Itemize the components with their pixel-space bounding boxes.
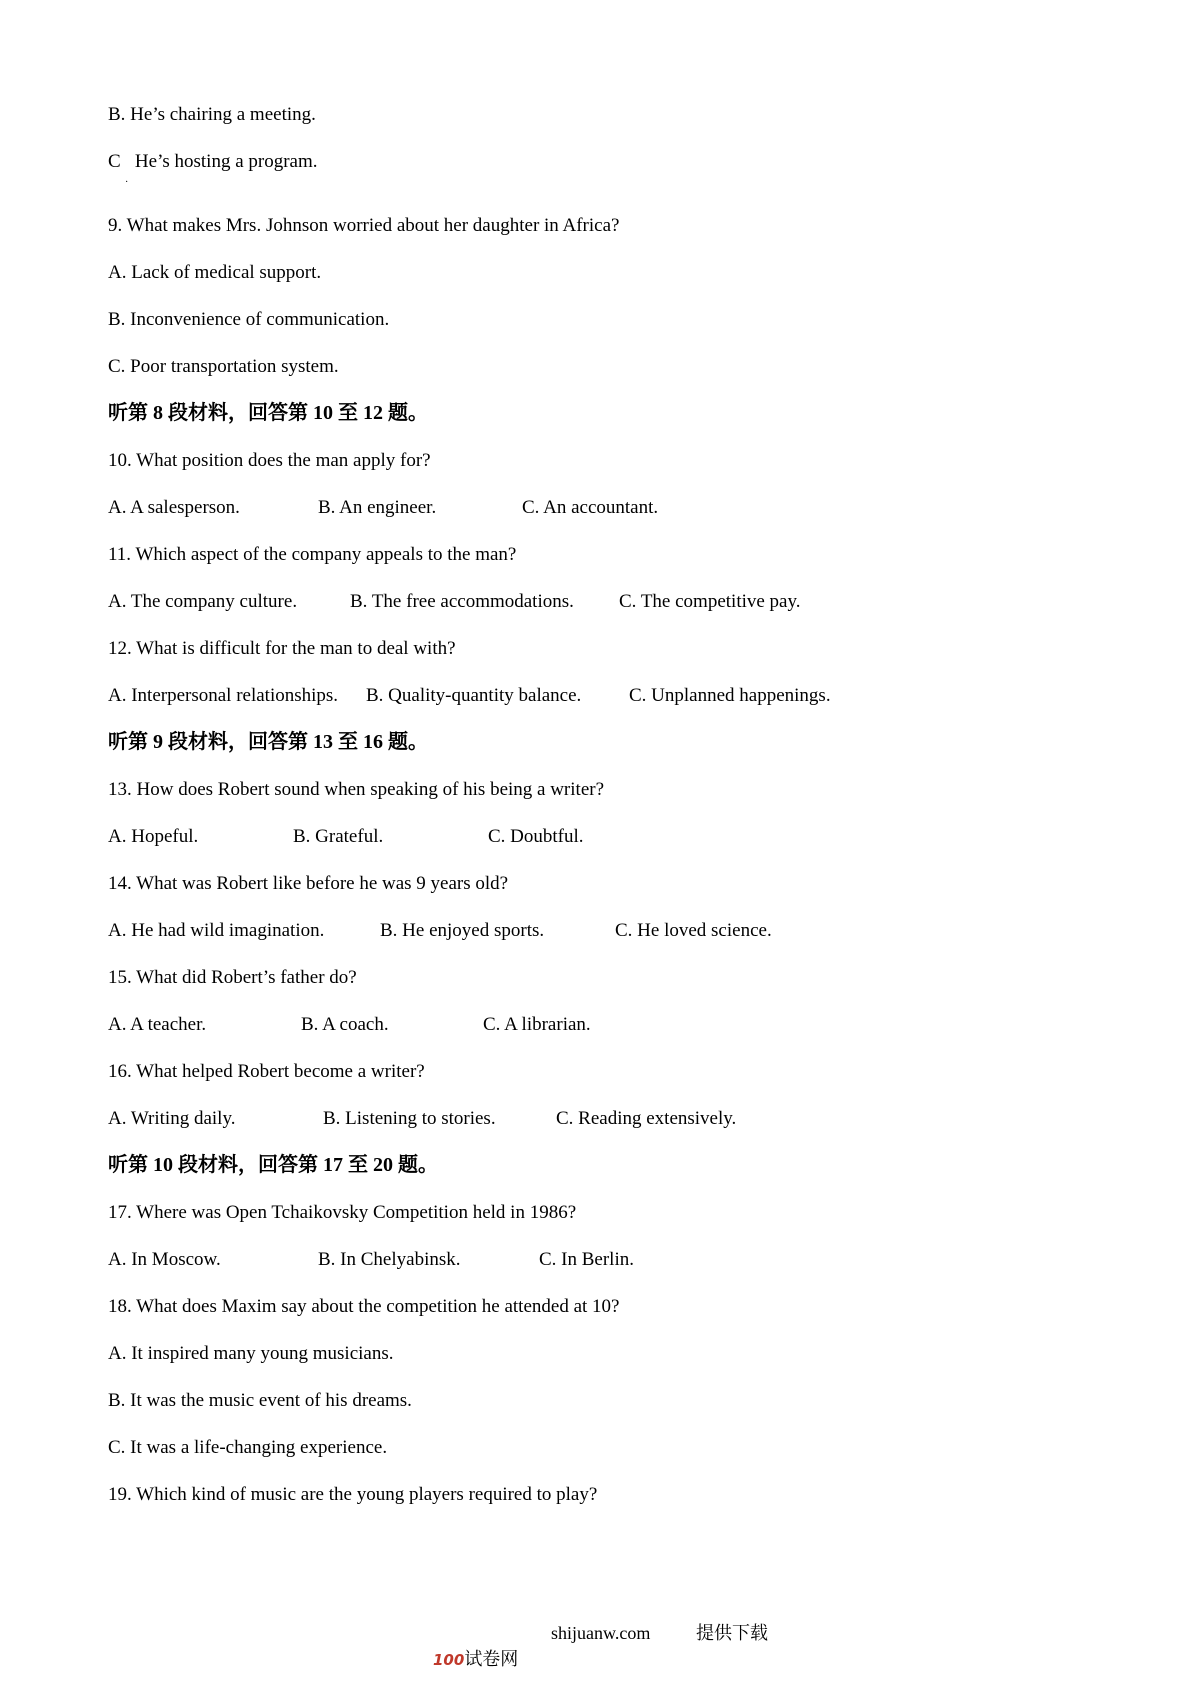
q8-option-c: C He’s hosting a program.	[108, 151, 318, 172]
q12-option-c: C. Unplanned happenings.	[629, 685, 831, 706]
q15-option-b: B. A coach.	[301, 1014, 389, 1035]
q15-question: 15. What did Robert’s father do?	[108, 967, 357, 988]
logo-number: 100	[433, 1651, 465, 1669]
q14-option-b: B. He enjoyed sports.	[380, 920, 545, 941]
logo-text: 试卷网	[464, 1649, 519, 1669]
q12-option-b: B. Quality-quantity balance.	[366, 685, 582, 706]
q16-option-b: B. Listening to stories.	[323, 1108, 496, 1129]
footer-logo	[424, 1620, 519, 1669]
q14-option-c: C. He loved science.	[615, 920, 772, 941]
q11-option-a: A. The company culture.	[108, 591, 298, 612]
q17-option-c: C. In Berlin.	[539, 1249, 634, 1270]
q13-question: 13. How does Robert sound when speaking of his being a writer?	[108, 779, 605, 800]
section-10-heading: 听第 10 段材料，回答第 17 至 20 题。	[108, 1154, 438, 1176]
q9-option-c: C. Poor transportation system.	[108, 356, 339, 377]
section-9-heading: 听第 9 段材料，回答第 13 至 16 题。	[108, 731, 428, 753]
q18-question: 18. What does Maxim say about the competition he attended at 10?	[108, 1296, 620, 1317]
q14-question: 14. What was Robert like before he was 9 years old?	[108, 873, 509, 894]
q9-question: 9. What makes Mrs. Johnson worried about her daughter in Africa?	[108, 215, 620, 236]
q15-option-c: C. A librarian.	[483, 1014, 591, 1035]
q15-option-a: A. A teacher.	[108, 1014, 207, 1035]
q17-question: 17. Where was Open Tchaikovsky Competition held in 1986?	[108, 1202, 577, 1223]
q18-option-a: A. It inspired many young musicians.	[108, 1343, 394, 1364]
q14-option-a: A. He had wild imagination.	[108, 920, 325, 941]
q16-option-a: A. Writing daily.	[108, 1108, 236, 1129]
q11-option-b: B. The free accommodations.	[350, 591, 574, 612]
q10-question: 10. What position does the man apply for?	[108, 450, 431, 471]
footer-download: 提供下载	[696, 1623, 768, 1643]
q9-option-a: A. Lack of medical support.	[108, 262, 322, 283]
q13-option-c: C. Doubtful.	[488, 826, 584, 847]
q19-question: 19. Which kind of music are the young players required to play?	[108, 1484, 598, 1505]
q17-option-b: B. In Chelyabinsk.	[318, 1249, 461, 1270]
q10-option-a: A. A salesperson.	[108, 497, 240, 518]
q18-option-b: B. It was the music event of his dreams.	[108, 1390, 412, 1411]
q12-question: 12. What is difficult for the man to deal with?	[108, 638, 456, 659]
q16-option-c: C. Reading extensively.	[556, 1108, 737, 1129]
q9-option-b: B. Inconvenience of communication.	[108, 309, 390, 330]
q8-option-b: B. He’s chairing a meeting.	[108, 104, 316, 125]
q13-option-b: B. Grateful.	[293, 826, 384, 847]
q10-option-b: B. An engineer.	[318, 497, 437, 518]
q17-option-a: A. In Moscow.	[108, 1249, 221, 1270]
q12-option-a: A. Interpersonal relationships.	[108, 685, 339, 706]
q13-option-a: A. Hopeful.	[108, 826, 199, 847]
q11-option-c: C. The competitive pay.	[619, 591, 801, 612]
section-8-heading: 听第 8 段材料，回答第 10 至 12 题。	[108, 402, 428, 424]
stray-dot: ·	[125, 177, 129, 188]
q16-question: 16. What helped Robert become a writer?	[108, 1061, 425, 1082]
q10-option-c: C. An accountant.	[522, 497, 659, 518]
q11-question: 11. Which aspect of the company appeals to the man?	[108, 544, 517, 565]
q18-option-c: C. It was a life-changing experience.	[108, 1437, 388, 1458]
footer-site: shijuanw.com	[551, 1623, 651, 1643]
